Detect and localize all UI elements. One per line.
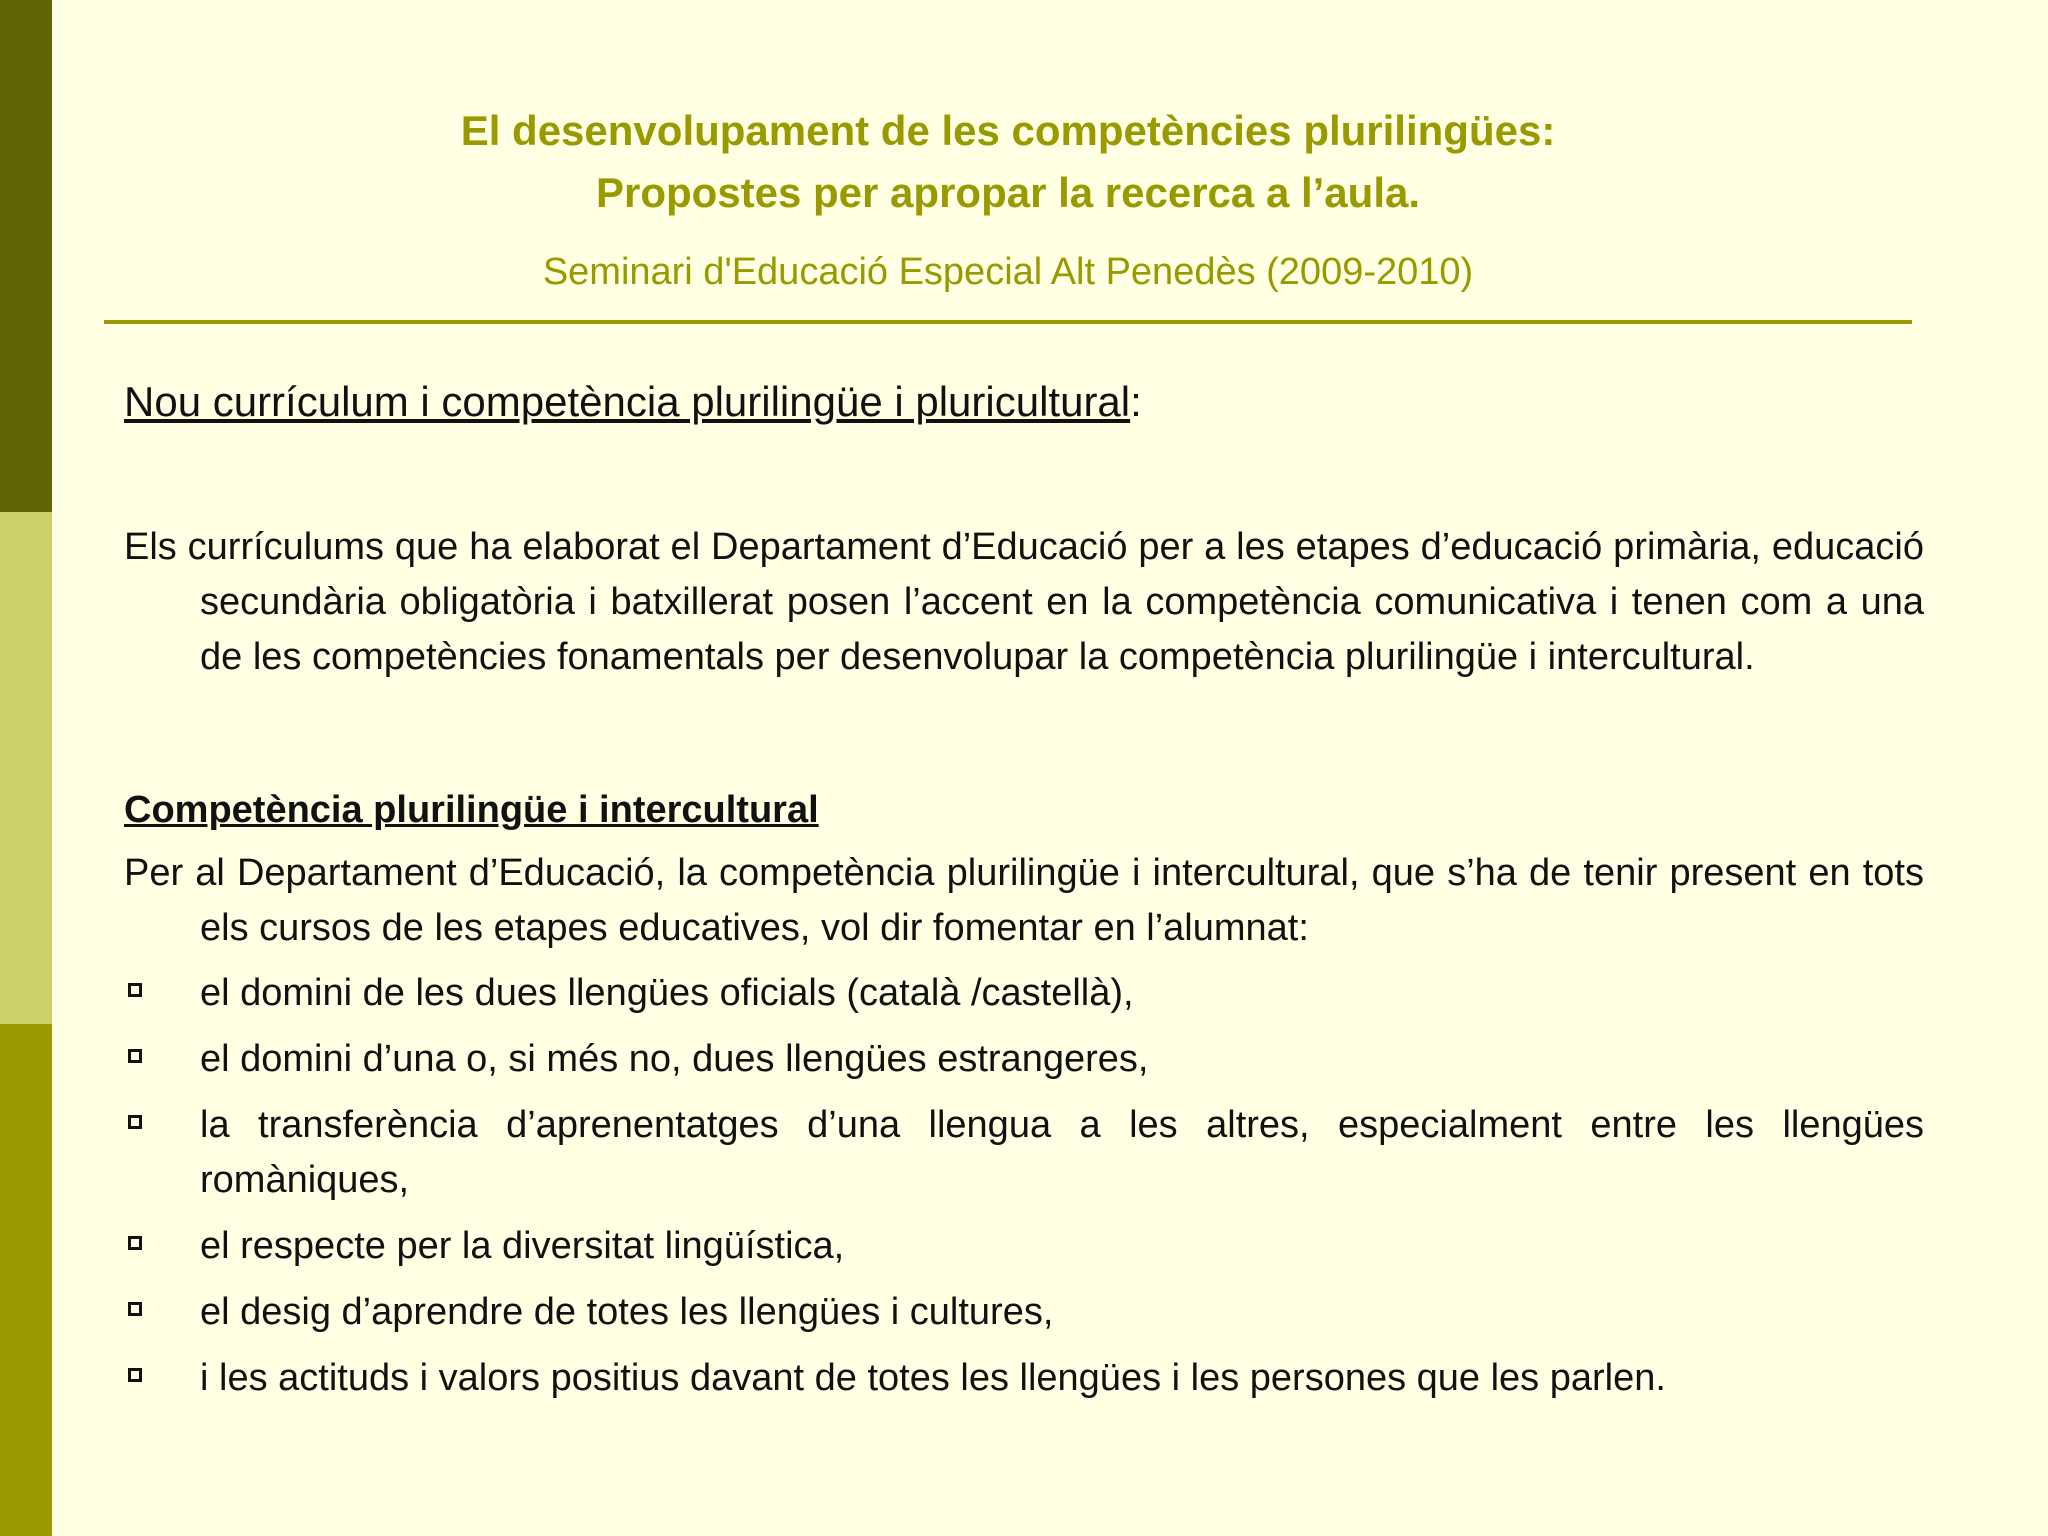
section2-heading: Competència plurilingüe i intercultural (124, 789, 819, 831)
side-decoration-bar (0, 0, 52, 1536)
section1-heading-text: Nou currículum i competència plurilingüe i pluricultural (124, 378, 1131, 425)
list-item (124, 1032, 1924, 1087)
section1-heading-colon: : (1130, 378, 1142, 425)
list-item-text: el domini d’una o, si més no, dues llengües estrangeres, (200, 1038, 1149, 1080)
list-item-text: i les actituds i valors positius davant de totes les llengües i les persones que les parlen. (200, 1357, 1666, 1399)
list-item-text: el desig d’aprendre de totes les llengües i cultures, (200, 1291, 1054, 1333)
list-item (124, 1285, 1924, 1340)
list-item (124, 1219, 1924, 1274)
list-item (124, 1351, 1924, 1406)
slide-header (104, 100, 1912, 296)
list-item-text: el respecte per la diversitat lingüística, (200, 1225, 845, 1267)
square-bullet-icon (128, 1236, 142, 1250)
section1-paragraph: Els currículums que ha elaborat el Departament d’Educació per a les etapes d’educació primària, educació secundària obligatòria i batxillerat posen l’accent en la competència comunicativa i tenen com a una de les competències fonamentals per desenvolupar la competència plurilingüe i intercultural. (124, 526, 1924, 678)
section1-heading (124, 372, 1924, 432)
side-bar-segment-top (0, 0, 52, 512)
list-item-text: la transferència d’aprenentatges d’una llengua a les altres, especialment entre les llengües romàniques, (200, 1104, 1924, 1201)
subtitle: Seminari d'Educació Especial Alt Penedès (2009-2010) (542, 251, 1474, 293)
square-bullet-icon (128, 1115, 142, 1129)
square-bullet-icon (128, 1049, 142, 1063)
title-line-2: Propostes per apropar la recerca a l’aula. (595, 169, 1421, 216)
square-bullet-icon (128, 983, 142, 997)
section2-intro: Per al Departament d’Educació, la competència plurilingüe i intercultural, que s’ha de tenir present en tots els cursos de les etapes educatives, vol dir fomentar en l’alumnat: (124, 852, 1924, 949)
list-item-text: el domini de les dues llengües oficials (català /castellà), (200, 972, 1134, 1014)
list-item (124, 1098, 1924, 1208)
slide-content (124, 372, 1924, 1417)
header-divider (104, 320, 1912, 324)
square-bullet-icon (128, 1368, 142, 1382)
side-bar-segment-bottom (0, 1024, 52, 1536)
title-line-1: El desenvolupament de les competències plurilingües: (460, 107, 1556, 154)
square-bullet-icon (128, 1302, 142, 1316)
side-bar-segment-middle (0, 512, 52, 1024)
bullet-list (124, 966, 1924, 1406)
list-item (124, 966, 1924, 1021)
